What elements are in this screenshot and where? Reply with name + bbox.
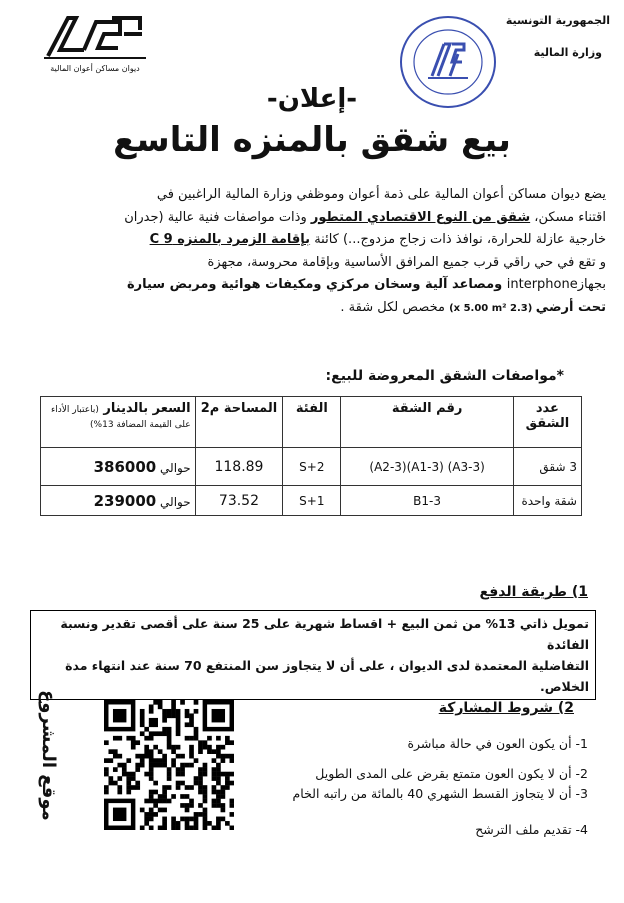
conditions-heading: 2) شروط المشاركة	[438, 700, 574, 716]
payment-line-3: الخلاص.	[539, 679, 589, 694]
table-header-row	[41, 397, 582, 448]
table-row	[41, 486, 582, 516]
row-area: 73.52	[195, 486, 283, 516]
row-price: حوالي 239000	[41, 486, 196, 516]
intro-paragraph	[16, 184, 606, 320]
payment-line-1: تمويل ذاتي 13% من ثمن البيع + اقساط شهرية على 25 سنة على أقصى تقدير ونسبة الفائدة	[60, 616, 589, 652]
payment-line-2: التفاضلية المعتمدة لدى الديوان ، على أن لا يتجاوز سن المنتفع 70 سنة عند انتهاء مدة	[65, 658, 589, 673]
condition-item: 1- أن يكون العون في حالة مباشرة	[407, 736, 588, 751]
header-count: عدد الشقق	[513, 397, 581, 448]
row-category: S+2	[283, 448, 341, 486]
condition-item: 4- تقديم ملف الترشح	[475, 822, 588, 837]
header-area: المساحة م2	[195, 397, 283, 448]
row-area: 118.89	[195, 448, 283, 486]
intro-line-4: و تقع في حي راقي قرب جميع المرافق الأساسية وبإقامة محروسة، مجهزة	[207, 254, 606, 270]
row-number: (A3-3) (A1-3)(A2-3)	[341, 448, 513, 486]
header-category: الفئة	[283, 397, 341, 448]
apartments-table	[40, 396, 582, 516]
row-price: حوالي 386000	[41, 448, 196, 486]
table-row	[41, 448, 582, 486]
project-site-label: موقع المشروع	[38, 690, 59, 821]
row-count: 3 شقق	[513, 448, 581, 486]
logo	[40, 12, 150, 72]
intro-line-5: بجهازinterphone ومصاعد آلية وسخان مركزي ومكيفات هوائية ومربض سيارة	[126, 277, 606, 292]
announcement-title: -إعلان-	[266, 84, 358, 114]
announcement-subject: بيع شقق بالمنزه التاسع	[113, 120, 511, 160]
header-number: رقم الشقة	[341, 397, 513, 448]
condition-item: 2- أن لا يكون العون متمتع بقرض على المدى الطويل	[315, 766, 588, 781]
qr-code[interactable]	[104, 700, 234, 830]
row-category: S+1	[283, 486, 341, 516]
intro-line-3: خارجية عازلة للحرارة، نوافذ ذات زجاج مزدوج...) كائنة بإقامة الزمرد بالمنزه C 9	[149, 232, 606, 247]
logo-caption: ديوان مساكن أعوان المالية	[50, 64, 140, 73]
payment-box	[30, 610, 596, 700]
republic-label: الجمهورية التونسية	[505, 14, 610, 27]
intro-line-6: تحت أرضي (2.3 x 5.00 m²) مخصص لكل شقة .	[340, 299, 606, 315]
intro-line-2: اقتناء مسكن، شقق من النوع الاقتصادي المتطور وذات مواصفات فنية عالية (جدران	[124, 209, 606, 225]
header-price: السعر بالدينار (باعتبار الأداء على القيمة المضافة 13%)	[41, 397, 196, 448]
row-count: شقة واحدة	[513, 486, 581, 516]
payment-heading: 1) طريقة الدفع	[479, 584, 588, 600]
ministry-label: وزارة المالية	[533, 46, 602, 59]
condition-item: 3- أن لا يتجاوز القسط الشهري 40 بالمائة من راتبه الخام	[292, 786, 588, 801]
intro-line-1: يضع ديوان مساكن أعوان المالية على ذمة أعوان وموظفي وزارة المالية الراغبين في	[156, 187, 606, 202]
specs-heading: *مواصفات الشقق المعروضة للبيع:	[325, 368, 564, 384]
row-number: B1-3	[341, 486, 513, 516]
